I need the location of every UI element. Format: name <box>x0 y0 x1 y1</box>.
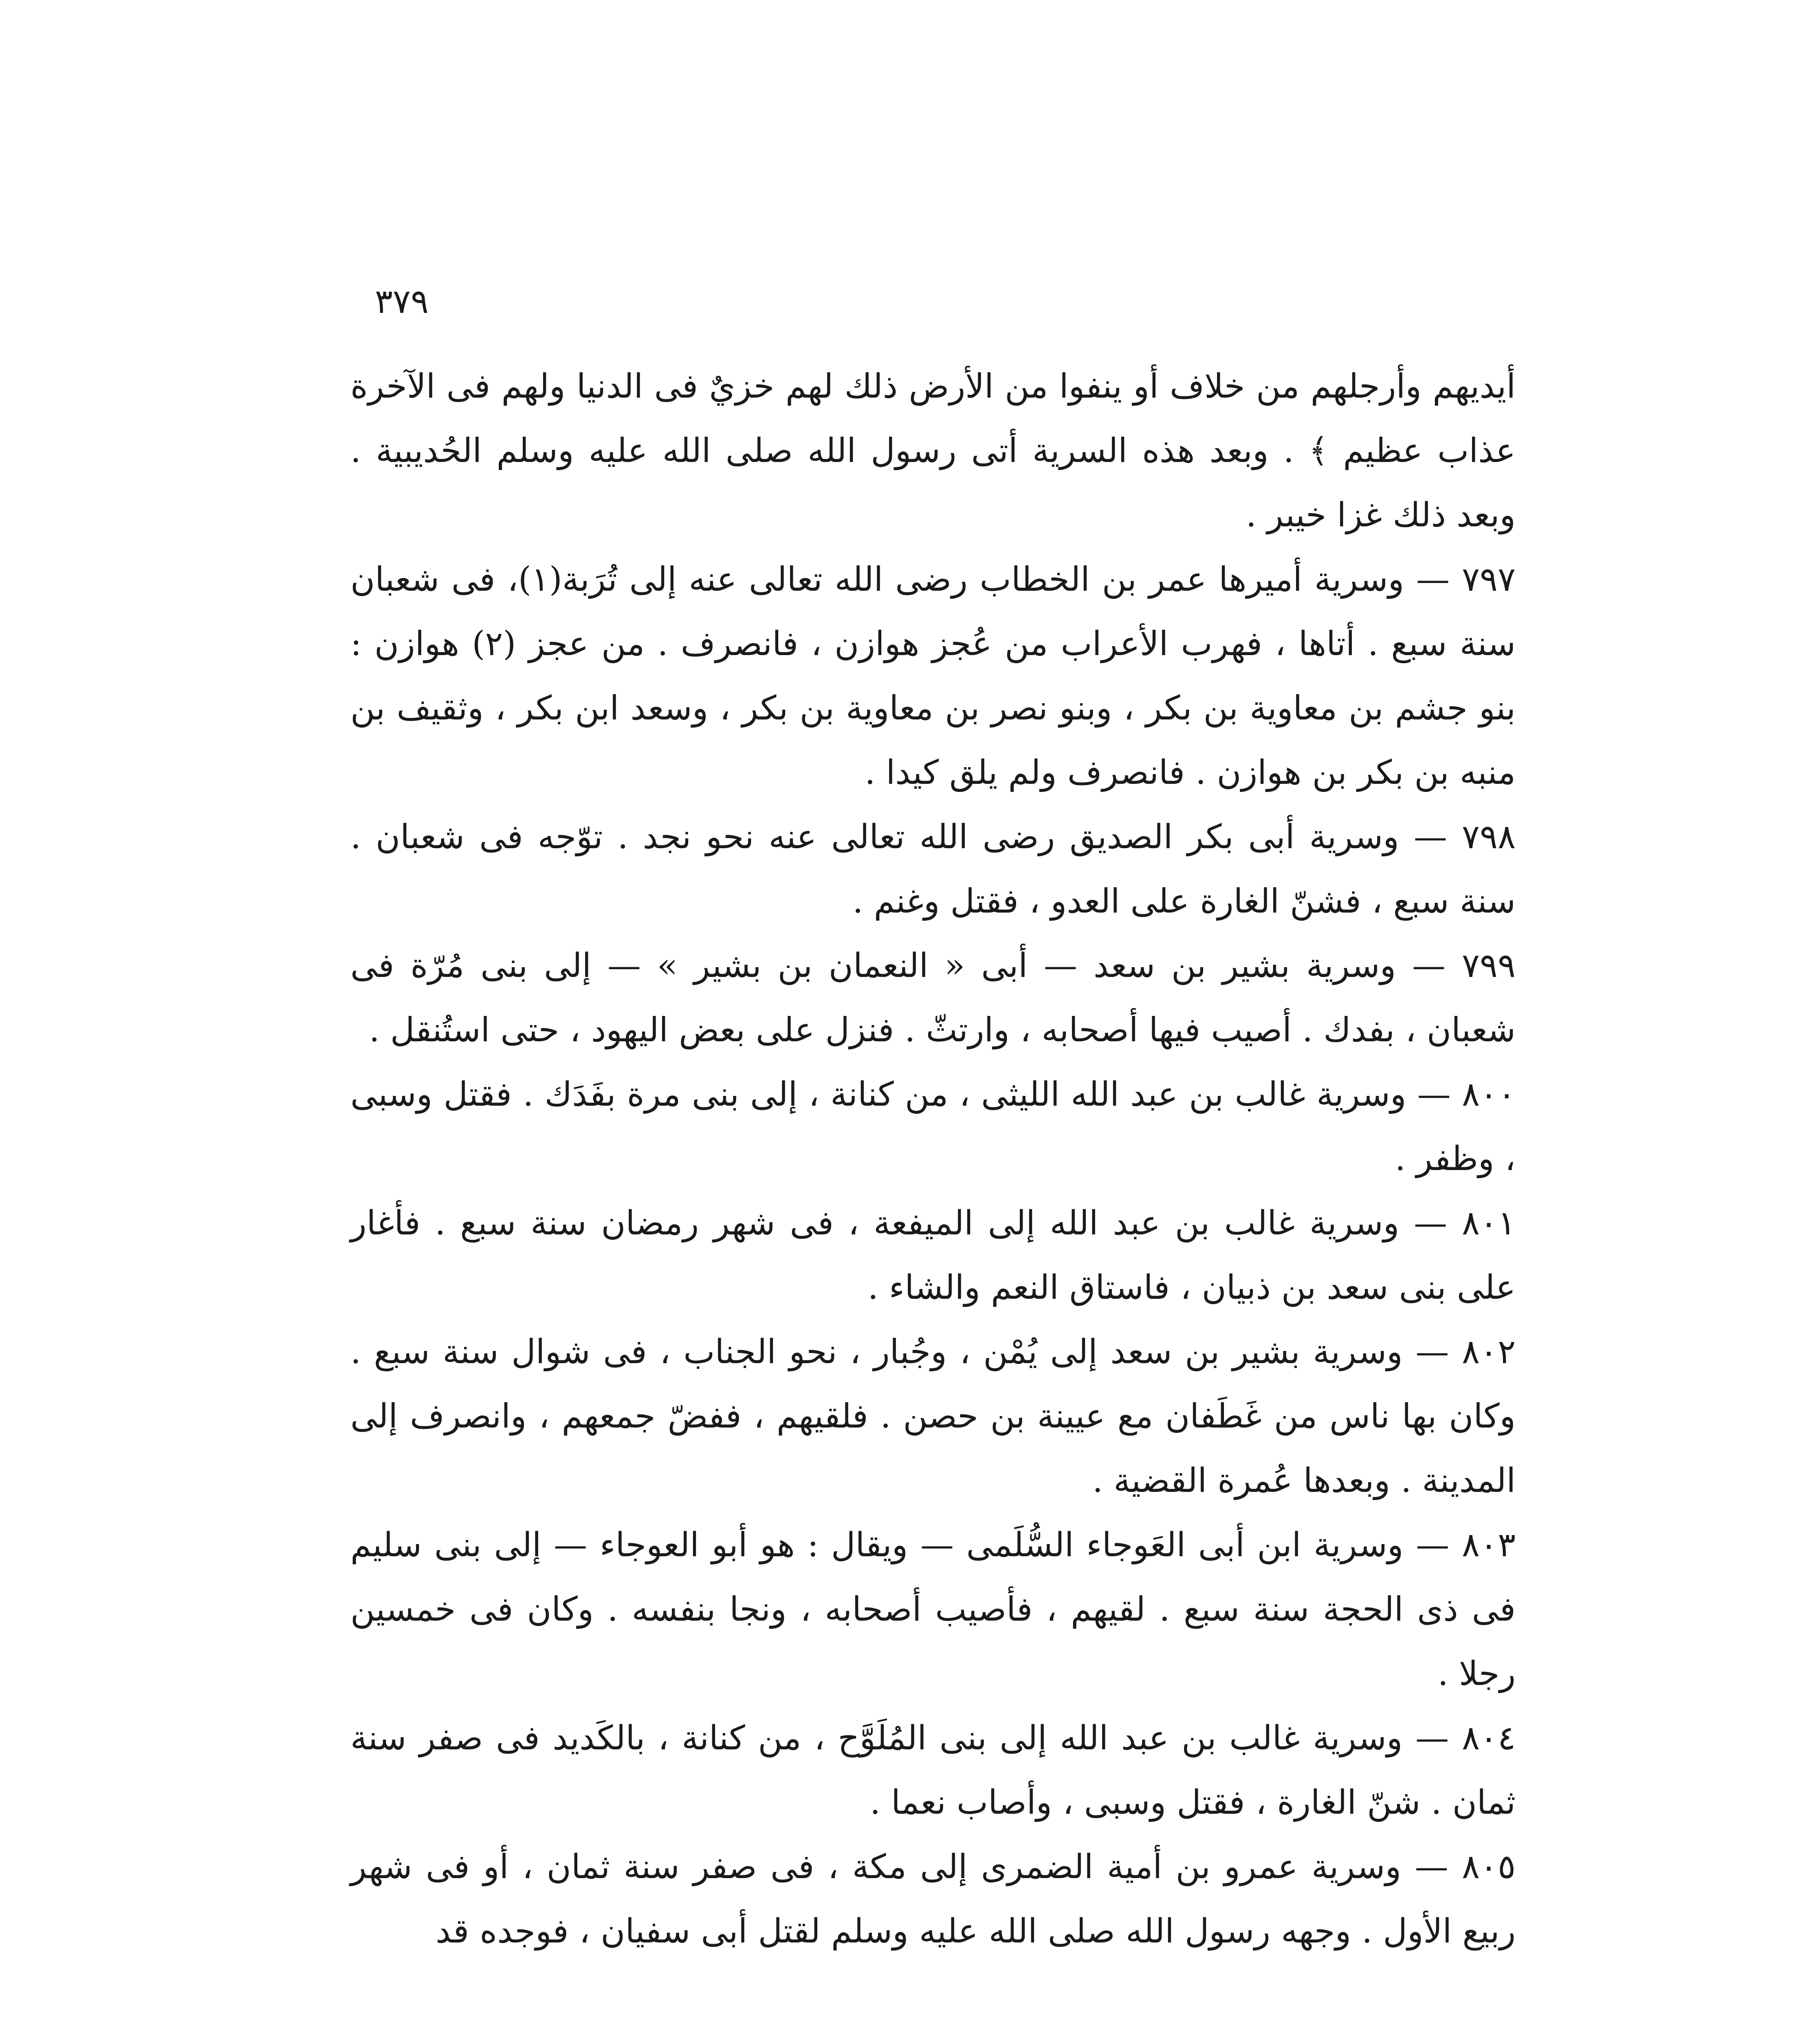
main-text <box>350 354 1516 1964</box>
paragraph-799: ٧٩٩ — وسرية بشير بن سعد — أبى « النعمان بن بشير » — إلى بنى مُرّة فى شعبان ، بفدك . أصيب فيها أصحابه ، وارتثّ . فنزل على بعض اليهود ، حتى استُنقل . <box>350 946 1516 1049</box>
paragraph-805: ٨٠٥ — وسرية عمرو بن أمية الضمرى إلى مكة ، فى صفر سنة ثمان ، أو فى شهر ربيع الأول . وجهه رسول الله صلى الله عليه وسلم لقتل أبى سفيان ، فوجده قد <box>350 1848 1516 1951</box>
paragraph-798: ٧٩٨ — وسرية أبى بكر الصديق رضى الله تعالى عنه نحو نجد . توّجه فى شعبان . سنة سبع ، فشنّ الغارة على العدو ، فقتل وغنم . <box>350 818 1516 921</box>
paragraph-803: ٨٠٣ — وسرية ابن أبى العَوجاء السُّلَمى — ويقال : هو أبو العوجاء — إلى بنى سليم فى ذى الحجة سنة سبع . لقيهم ، فأصيب أصحابه ، ونجا بنفسه . وكان فى خمسين رجلا . <box>350 1526 1516 1693</box>
page-number: ٣٧٩ <box>375 282 429 321</box>
paragraph-800: ٨٠٠ — وسرية غالب بن عبد الله الليثى ، من كنانة ، إلى بنى مرة بفَدَك . فقتل وسبى ، وظفر . <box>350 1075 1516 1178</box>
paragraph-802: ٨٠٢ — وسرية بشير بن سعد إلى يُمْن ، وجُبار ، نحو الجناب ، فى شوال سنة سبع . وكان بها ناس من غَطَفان مع عيينة بن حصن . فلقيهم ، ففضّ جمعهم ، وانصرف إلى المدينة . وبعدها عُمرة القضية . <box>350 1333 1516 1500</box>
paragraph-797: ٧٩٧ — وسرية أميرها عمر بن الخطاب رضى الله تعالى عنه إلى تُرَبة(١)، فى شعبان سنة سبع . أتاها ، فهرب الأعراب من عُجز هوازن ، فانصرف . من عجز (٢) هوازن : بنو جشم بن معاوية بن بكر ، وبنو نصر بن معاوية بن بكر ، وسعد ابن بكر ، وثقيف بن منبه بن بكر بن هوازن . فانصرف ولم يلق كيدا . <box>350 560 1516 792</box>
paragraph-intro: أيديهم وأرجلهم من خلاف أو ينفوا من الأرض ذلك لهم خزيٌ فى الدنيا ولهم فى الآخرة عذاب عظيم ﴾ . وبعد هذه السرية أتى رسول الله صلى الله عليه وسلم الحُديبية . وبعد ذلك غزا خيبر . <box>350 367 1516 535</box>
paragraph-804: ٨٠٤ — وسرية غالب بن عبد الله إلى بنى المُلَوَّح ، من كنانة ، بالكَديد فى صفر سنة ثمان . شنّ الغارة ، فقتل وسبى ، وأصاب نعما . <box>350 1719 1516 1822</box>
paragraph-801: ٨٠١ — وسرية غالب بن عبد الله إلى الميفعة ، فى شهر رمضان سنة سبع . فأغار على بنى سعد بن ذبيان ، فاستاق النعم والشاء . <box>350 1204 1516 1307</box>
